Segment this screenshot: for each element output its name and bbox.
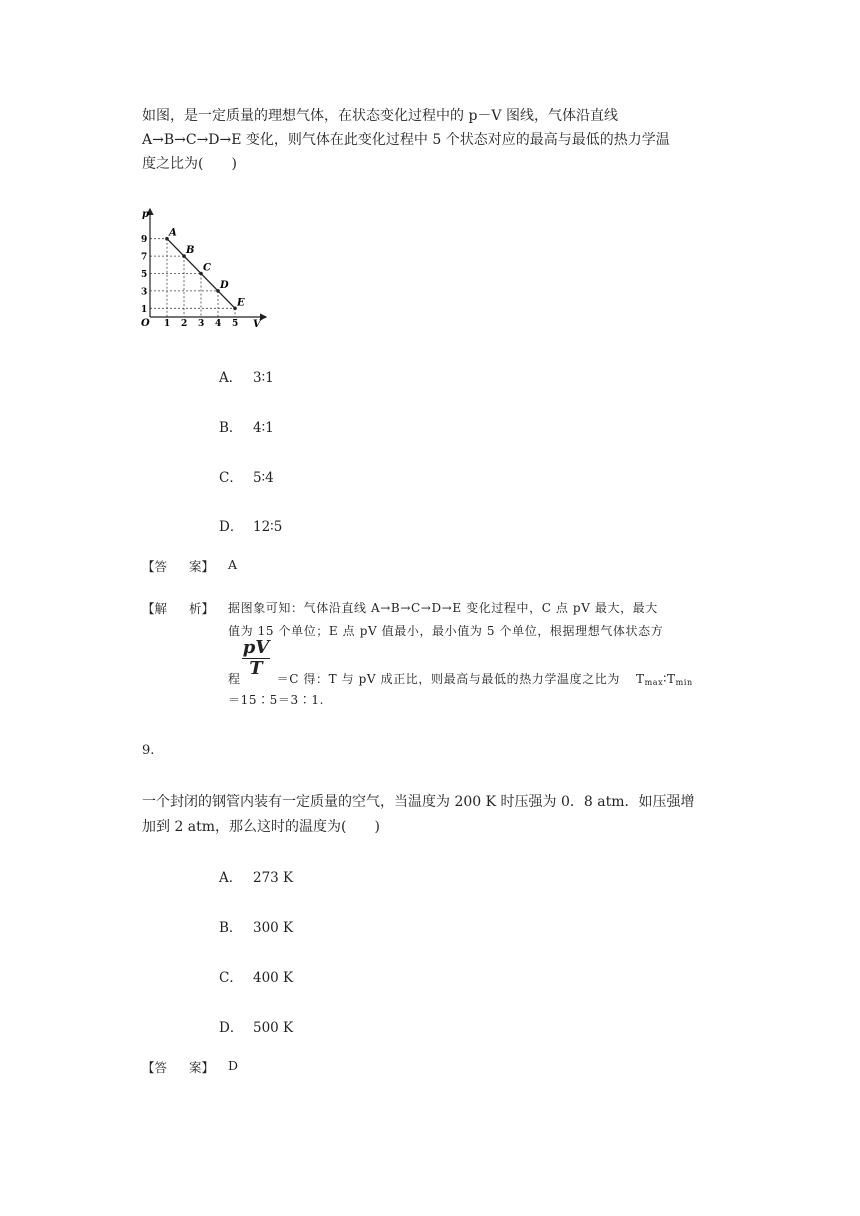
q8-option-b[interactable]: B． 4∶1 [219,420,274,436]
q8-stem-line-3: 度之比为( ) [142,156,237,172]
x-tick-label: 1 [164,319,171,329]
q9-option-b[interactable]: B． 300 K [219,920,294,936]
y-tick-label: 5 [141,270,148,280]
q8-stem-line-1: 如图，是一定质量的理想气体，在状态变化过程中的 p－V 图线，气体沿直线 [142,108,618,124]
q9-option-a[interactable]: A． 273 K [219,870,294,886]
q8-explain-line-1: 据图象可知：气体沿直线 A→B→C→D→E 变化过程中，C 点 pV 最大，最大 [228,601,658,615]
q8-option-d[interactable]: D． 12∶5 [219,519,283,535]
x-tick-label: 2 [181,319,188,329]
q9-answer-value: D [228,1058,239,1073]
origin-label: O [141,318,150,329]
q9-answer-tag: 【答 案】 [142,1060,215,1075]
q9-option-d[interactable]: D． 500 K [219,1020,294,1036]
state-label-d: D [220,279,229,291]
q8-explain-line-2: 值为 15 个单位；E 点 pV 值最小，最小值为 5 个单位，根据理想气体状态方 [228,624,664,638]
state-label-a: A [169,227,177,239]
q9-option-c[interactable]: C． 400 K [219,970,294,986]
fraction-numerator: pV [242,637,270,658]
y-tick-label: 9 [141,235,148,246]
q8-answer-tag: 【答 案】 [142,559,215,574]
y-tick-label: 3 [141,287,148,298]
pv-over-t-fraction [241,638,271,679]
q9-number: 9. [142,743,155,758]
x-tick-label: 4 [215,319,222,329]
y-tick-label: 1 [141,304,148,315]
q8-option-a[interactable]: A． 3∶1 [219,370,274,386]
q9-stem-line-2: 加到 2 atm，那么这时的温度为( ) [142,819,380,835]
p-axis-label: p [142,209,149,220]
pv-graph [138,205,278,330]
q8-option-c[interactable]: C． 5∶4 [219,470,274,486]
v-axis-label: V [253,319,261,330]
y-tick-label: 7 [141,252,148,263]
fraction-denominator: T [249,658,263,679]
x-tick-label: 5 [232,319,239,329]
q8-answer-value: A [228,557,238,572]
state-label-b: B [186,245,195,257]
q9-stem-line-1: 一个封闭的钢管内装有一定质量的空气，当温度为 200 K 时压强为 0．8 atm．如压强增 [142,794,695,810]
q8-explain-line-3: 程 ＝C 得：T 与 pV 成正比，则最高与最低的热力学温度之比为 $T_{max}∶T_{min}$ [228,672,693,687]
q8-stem-line-2: A→B→C→D→E 变化，则气体在此变化过程中 5 个状态对应的最高与最低的热力学温 [142,132,670,148]
q8-explain-tag: 【解 析】 [142,601,215,616]
state-label-c: C [203,262,211,274]
q8-explain-line-4: ＝15∶5＝3∶1. [228,693,324,707]
x-tick-label: 3 [198,319,205,329]
state-label-e: E [237,297,245,309]
